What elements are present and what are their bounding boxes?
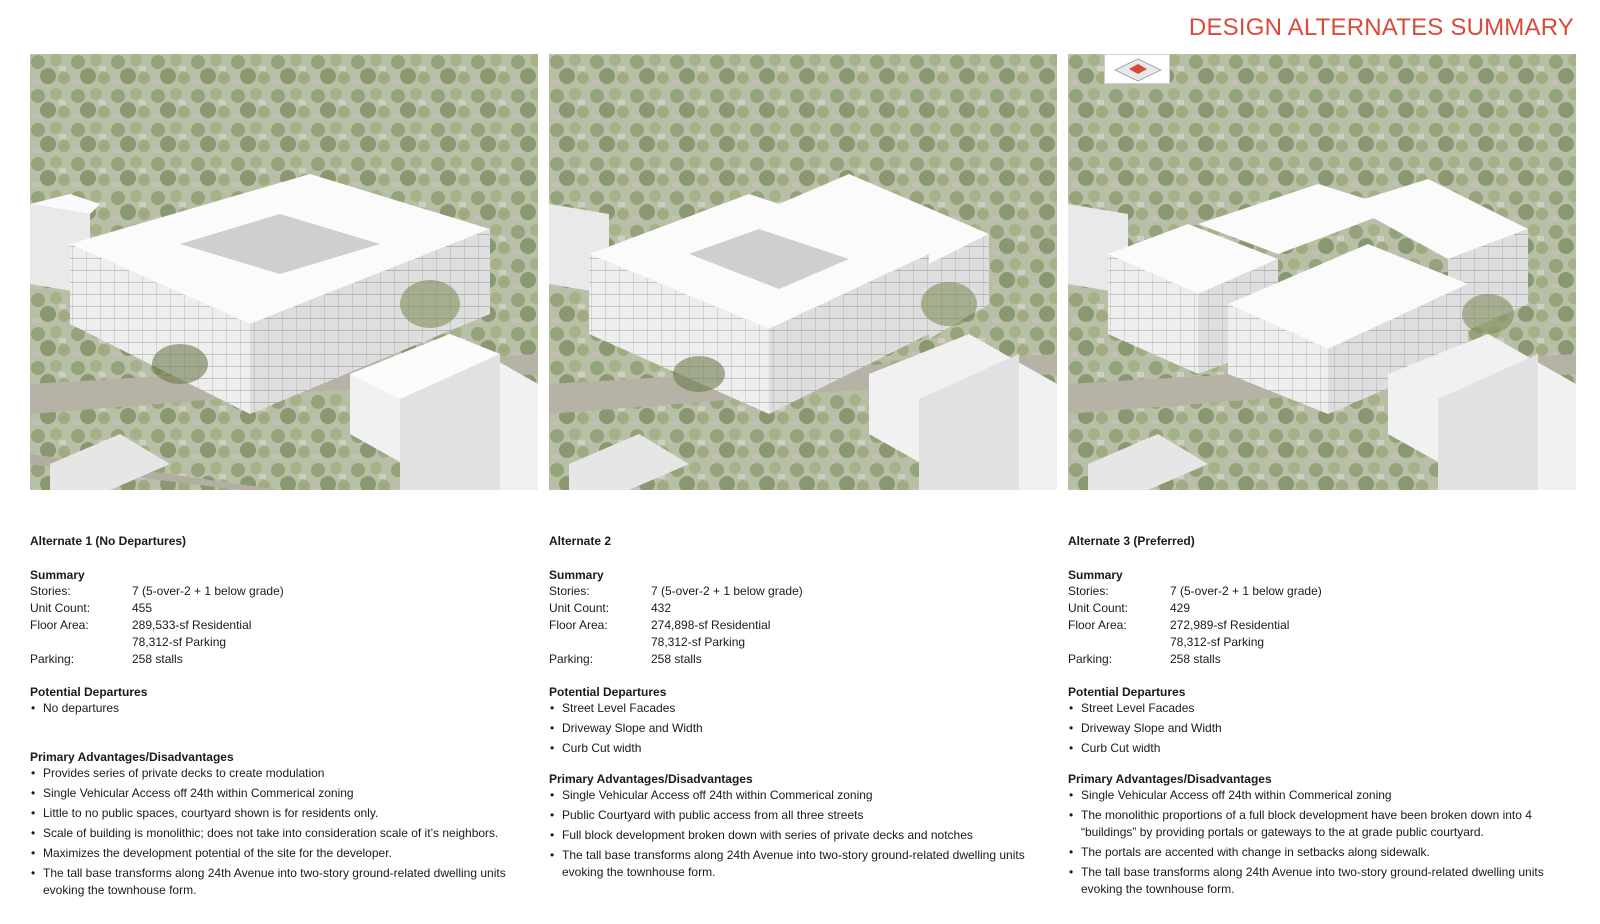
floor-area-parking-row xyxy=(549,634,1057,651)
parking-value: 258 stalls xyxy=(651,652,702,666)
floor-area-parking-row xyxy=(1068,634,1576,651)
advantages-list xyxy=(1068,787,1576,898)
list-item: • Single Vehicular Access off 24th within Commerical zoning xyxy=(30,785,538,802)
departures-title: Potential Departures xyxy=(30,685,148,699)
floor-area-parking: 78,312-sf Parking xyxy=(1170,635,1265,649)
list-item: • Driveway Slope and Width xyxy=(549,720,1057,737)
summary-stats xyxy=(549,583,1057,668)
list-item: • Single Vehicular Access off 24th within Commerical zoning xyxy=(1068,787,1576,804)
list-item: • Full block development broken down with series of private decks and notches xyxy=(549,827,1057,844)
list-item: • The tall base transforms along 24th Avenue into two-story ground-related dwelling units evoking the townhouse form. xyxy=(1068,864,1576,898)
advantages-title: Primary Advantages/Disadvantages xyxy=(30,750,234,764)
unit-count-value: 455 xyxy=(132,601,153,615)
stories-row xyxy=(1068,583,1576,600)
floor-area-label: Floor Area: xyxy=(549,618,608,632)
summary-stats xyxy=(30,583,538,668)
unit-count-row xyxy=(30,600,538,617)
list-item: • The tall base transforms along 24th Avenue into two-story ground-related dwelling units evoking the townhouse form. xyxy=(30,865,538,899)
stories-row xyxy=(30,583,538,600)
list-item: • The tall base transforms along 24th Avenue into two-story ground-related dwelling units evoking the townhouse form. xyxy=(549,847,1057,881)
list-item: • Curb Cut width xyxy=(1068,740,1576,757)
parking-value: 258 stalls xyxy=(132,652,183,666)
alternate-heading: Alternate 1 (No Departures) xyxy=(30,534,187,548)
parking-label: Parking: xyxy=(549,652,594,666)
floor-area-row xyxy=(30,617,538,634)
stories-value: 7 (5-over-2 + 1 below grade) xyxy=(651,584,803,598)
departures-list xyxy=(30,700,538,717)
departures-title: Potential Departures xyxy=(1068,685,1186,699)
advantages-title: Primary Advantages/Disadvantages xyxy=(549,772,753,786)
advantages-list xyxy=(30,765,538,899)
parking-row xyxy=(30,651,538,668)
parking-row xyxy=(549,651,1057,668)
list-item: • Driveway Slope and Width xyxy=(1068,720,1576,737)
floor-area-label: Floor Area: xyxy=(30,618,89,632)
list-item: • Curb Cut width xyxy=(549,740,1057,757)
stories-row xyxy=(549,583,1057,600)
alternate-3-aerial-render xyxy=(1068,54,1576,490)
unit-count-label: Unit Count: xyxy=(30,601,91,615)
list-item: • Public Courtyard with public access from all three streets xyxy=(549,807,1057,824)
alternate-1-aerial-render xyxy=(30,54,538,490)
floor-area-label: Floor Area: xyxy=(1068,618,1127,632)
advantages-list xyxy=(549,787,1057,881)
list-item: • Little to no public spaces, courtyard shown is for residents only. xyxy=(30,805,538,822)
departures-list xyxy=(1068,700,1576,757)
summary-title: Summary xyxy=(30,568,85,582)
floor-area-row xyxy=(1068,617,1576,634)
parking-label: Parking: xyxy=(1068,652,1113,666)
list-item: • Single Vehicular Access off 24th within Commerical zoning xyxy=(549,787,1057,804)
list-item: • Provides series of private decks to create modulation xyxy=(30,765,538,782)
advantages-title: Primary Advantages/Disadvantages xyxy=(1068,772,1272,786)
floor-area-parking: 78,312-sf Parking xyxy=(651,635,746,649)
summary-title: Summary xyxy=(1068,568,1123,582)
alternate-3-column xyxy=(1068,54,1576,901)
floor-area-row xyxy=(549,617,1057,634)
stories-label: Stories: xyxy=(30,584,71,598)
list-item: • Maximizes the development potential of the site for the developer. xyxy=(30,845,538,862)
alternate-2-column xyxy=(549,54,1057,884)
alternate-heading: Alternate 2 xyxy=(549,534,612,548)
list-item: • The portals are accented with change in setbacks along sidewalk. xyxy=(1068,844,1576,861)
parking-value: 258 stalls xyxy=(1170,652,1221,666)
unit-count-row xyxy=(1068,600,1576,617)
alternate-2-aerial-render xyxy=(549,54,1057,490)
stories-label: Stories: xyxy=(549,584,590,598)
list-item: • The monolithic proportions of a full block development have been broken down into 4 “buildings” by providing portals or gateways to the at grade public courtyard. xyxy=(1068,807,1576,841)
site-key-map xyxy=(1104,54,1170,84)
summary-title: Summary xyxy=(549,568,604,582)
alternate-1-column xyxy=(30,54,538,902)
page-title: DESIGN ALTERNATES SUMMARY xyxy=(1188,14,1574,41)
stories-value: 7 (5-over-2 + 1 below grade) xyxy=(1170,584,1322,598)
floor-area-parking-row xyxy=(30,634,538,651)
floor-area-residential: 272,989-sf Residential xyxy=(1170,618,1290,632)
departures-list xyxy=(549,700,1057,757)
list-item: • Scale of building is monolithic; does not take into consideration scale of it’s neighbors. xyxy=(30,825,538,842)
parking-label: Parking: xyxy=(30,652,75,666)
list-item: • No departures xyxy=(30,700,538,717)
unit-count-label: Unit Count: xyxy=(1068,601,1129,615)
summary-stats xyxy=(1068,583,1576,668)
unit-count-value: 432 xyxy=(651,601,672,615)
parking-row xyxy=(1068,651,1576,668)
unit-count-value: 429 xyxy=(1170,601,1191,615)
floor-area-residential: 274,898-sf Residential xyxy=(651,618,771,632)
list-item: • Street Level Facades xyxy=(1068,700,1576,717)
alternate-heading: Alternate 3 (Preferred) xyxy=(1068,534,1195,548)
stories-label: Stories: xyxy=(1068,584,1109,598)
unit-count-row xyxy=(549,600,1057,617)
departures-title: Potential Departures xyxy=(549,685,667,699)
floor-area-parking: 78,312-sf Parking xyxy=(132,635,227,649)
floor-area-residential: 289,533-sf Residential xyxy=(132,618,252,632)
unit-count-label: Unit Count: xyxy=(549,601,610,615)
stories-value: 7 (5-over-2 + 1 below grade) xyxy=(132,584,284,598)
list-item: • Street Level Facades xyxy=(549,700,1057,717)
